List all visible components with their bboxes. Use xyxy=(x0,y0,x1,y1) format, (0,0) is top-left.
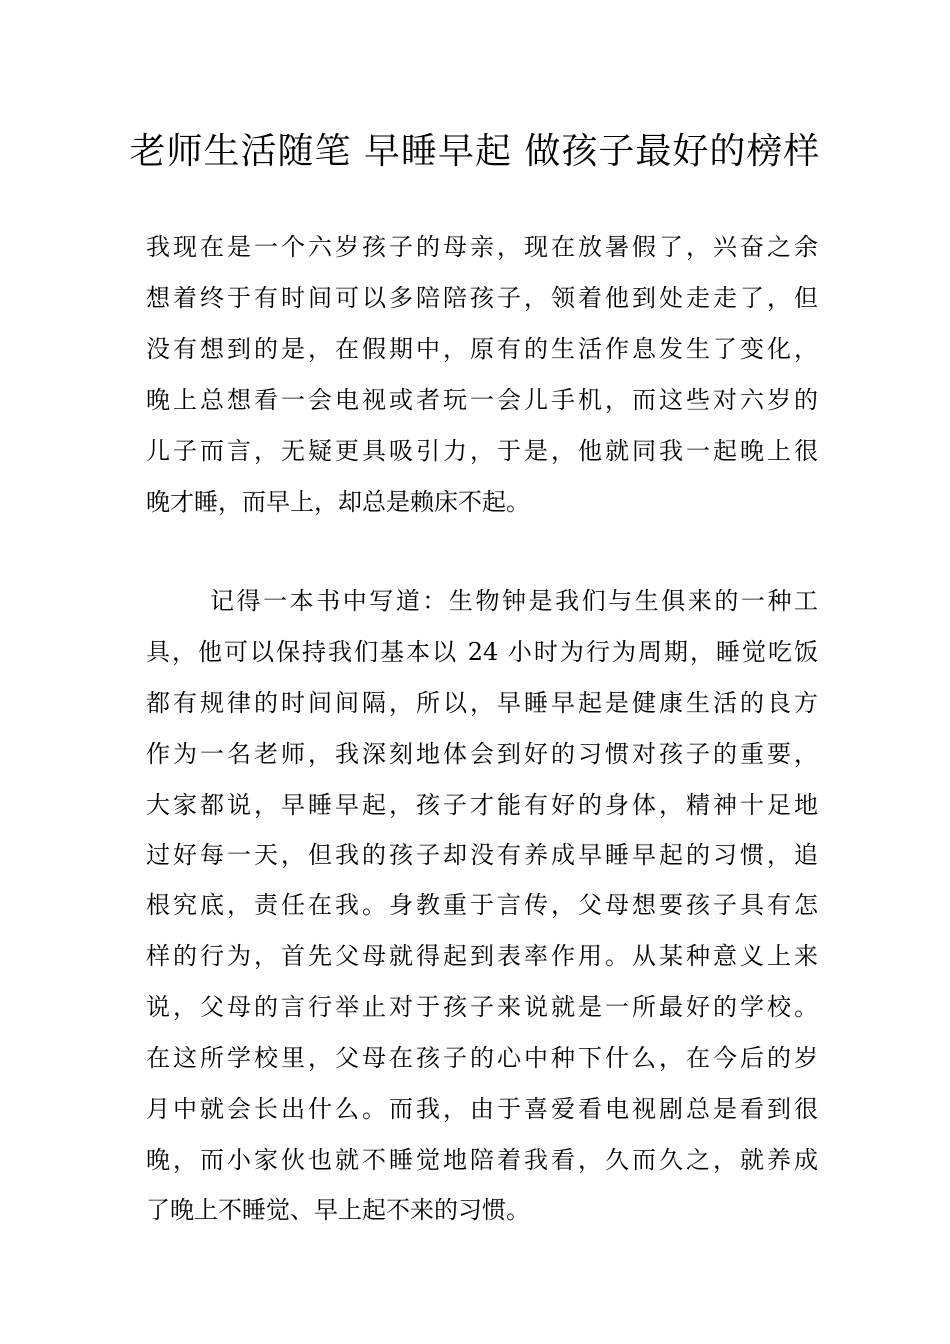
paragraph-line: 记得一本书中写道：生物钟是我们与生俱来的一种工 xyxy=(210,587,818,615)
document-title: 老师生活随笔 早睡早起 做孩子最好的榜样 xyxy=(129,131,821,172)
paragraph-line: 说，父母的言行举止对于孩子来说就是一所最好的学校。 xyxy=(146,993,818,1021)
paragraph-line: 在这所学校里，父母在孩子的心中种下什么，在今后的岁 xyxy=(146,1044,818,1072)
paragraph-line: 儿子而言，无疑更具吸引力，于是，他就同我一起晚上很 xyxy=(146,437,818,465)
paragraph-line: 晚上总想看一会电视或者玩一会儿手机，而这些对六岁的 xyxy=(146,386,818,414)
paragraph-line: 了晚上不睡觉、早上起不来的习惯。 xyxy=(146,1196,530,1224)
paragraph-line: 晚，而小家伙也就不睡觉地陪着我看，久而久之，就养成 xyxy=(146,1146,818,1174)
paragraph-line: 样的行为，首先父母就得起到表率作用。从某种意义上来 xyxy=(146,942,818,970)
paragraph-line: 月中就会长出什么。而我，由于喜爱看电视剧总是看到很 xyxy=(146,1095,818,1123)
paragraph-line: 具，他可以保持我们基本以 24 小时为行为周期，睡觉吃饭 xyxy=(146,638,818,666)
paragraph-line: 晚才睡，而早上，却总是赖床不起。 xyxy=(146,488,530,516)
paragraph-line: 根究底，责任在我。身教重于言传，父母想要孩子具有怎 xyxy=(146,891,818,919)
paragraph-line: 大家都说，早睡早起，孩子才能有好的身体，精神十足地 xyxy=(146,791,818,819)
paragraph-line: 没有想到的是，在假期中，原有的生活作息发生了变化， xyxy=(146,335,818,363)
paragraph-line: 都有规律的时间间隔，所以，早睡早起是健康生活的良方 xyxy=(146,689,818,717)
paragraph-line: 作为一名老师，我深刻地体会到好的习惯对孩子的重要， xyxy=(146,740,818,768)
paragraph-line: 我现在是一个六岁孩子的母亲，现在放暑假了，兴奋之余 xyxy=(146,233,818,261)
paragraph-line: 想着终于有时间可以多陪陪孩子，领着他到处走走了，但 xyxy=(146,284,818,312)
paragraph-line: 过好每一天，但我的孩子却没有养成早睡早起的习惯，追 xyxy=(146,841,818,869)
